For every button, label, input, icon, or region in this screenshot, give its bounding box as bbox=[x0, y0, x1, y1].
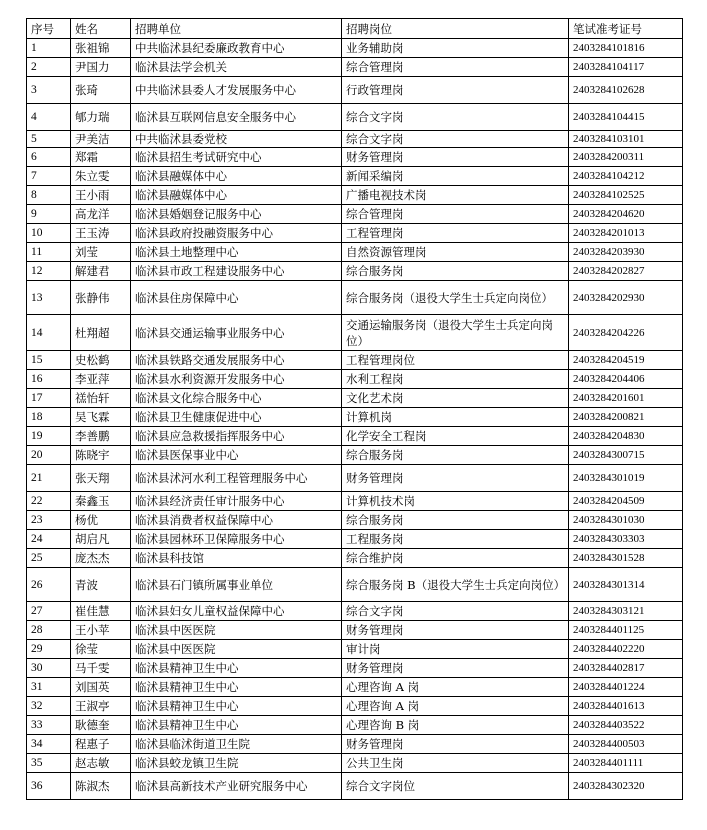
cell-post: 业务辅助岗 bbox=[342, 39, 569, 58]
cell-exam-id: 2403284303121 bbox=[569, 602, 683, 621]
cell-exam-id: 2403284401125 bbox=[569, 621, 683, 640]
cell-no: 2 bbox=[27, 58, 71, 77]
cell-no: 31 bbox=[27, 678, 71, 697]
cell-name: 尹美洁 bbox=[71, 131, 131, 148]
table-row bbox=[27, 492, 683, 511]
cell-no: 21 bbox=[27, 465, 71, 492]
cell-no: 13 bbox=[27, 281, 71, 315]
cell-unit: 临沭县土地整理中心 bbox=[131, 243, 342, 262]
cell-post: 综合维护岗 bbox=[342, 549, 569, 568]
cell-post: 综合服务岗（退役大学生士兵定向岗位） bbox=[342, 281, 569, 315]
cell-post: 行政管理岗 bbox=[342, 77, 569, 104]
cell-unit: 临沭县婚姻登记服务中心 bbox=[131, 205, 342, 224]
cell-post: 综合管理岗 bbox=[342, 205, 569, 224]
cell-unit: 临沭县消费者权益保障中心 bbox=[131, 511, 342, 530]
cell-post: 广播电视技术岗 bbox=[342, 186, 569, 205]
cell-no: 14 bbox=[27, 315, 71, 351]
cell-no: 15 bbox=[27, 351, 71, 370]
cell-name: 杜翔超 bbox=[71, 315, 131, 351]
cell-exam-id: 2403284204406 bbox=[569, 370, 683, 389]
table-row bbox=[27, 186, 683, 205]
cell-post: 公共卫生岗 bbox=[342, 754, 569, 773]
cell-exam-id: 2403284301314 bbox=[569, 568, 683, 602]
cell-exam-id: 2403284403522 bbox=[569, 716, 683, 735]
cell-unit: 临沭县融媒体中心 bbox=[131, 186, 342, 205]
table-row bbox=[27, 568, 683, 602]
cell-no: 28 bbox=[27, 621, 71, 640]
cell-unit: 临沭县精神卫生中心 bbox=[131, 678, 342, 697]
table-row bbox=[27, 262, 683, 281]
cell-unit: 临沭县临沭街道卫生院 bbox=[131, 735, 342, 754]
cell-name: 禚怡轩 bbox=[71, 389, 131, 408]
cell-name: 张静伟 bbox=[71, 281, 131, 315]
cell-name: 崔佳慧 bbox=[71, 602, 131, 621]
cell-no: 29 bbox=[27, 640, 71, 659]
cell-name: 秦鑫玉 bbox=[71, 492, 131, 511]
cell-exam-id: 2403284401613 bbox=[569, 697, 683, 716]
cell-unit: 临沭县园林环卫保障服务中心 bbox=[131, 530, 342, 549]
table-row bbox=[27, 167, 683, 186]
header-name: 姓名 bbox=[71, 19, 131, 39]
cell-no: 33 bbox=[27, 716, 71, 735]
cell-exam-id: 2403284202827 bbox=[569, 262, 683, 281]
cell-exam-id: 2403284101816 bbox=[569, 39, 683, 58]
cell-name: 尹国力 bbox=[71, 58, 131, 77]
header-exam-id: 笔试准考证号 bbox=[569, 19, 683, 39]
table-row bbox=[27, 446, 683, 465]
cell-exam-id: 2403284103101 bbox=[569, 131, 683, 148]
cell-exam-id: 2403284201013 bbox=[569, 224, 683, 243]
table-row bbox=[27, 58, 683, 77]
cell-no: 10 bbox=[27, 224, 71, 243]
cell-exam-id: 2403284204226 bbox=[569, 315, 683, 351]
table-row bbox=[27, 530, 683, 549]
cell-name: 马千雯 bbox=[71, 659, 131, 678]
table-row bbox=[27, 697, 683, 716]
cell-unit: 临沭县住房保障中心 bbox=[131, 281, 342, 315]
table-row bbox=[27, 131, 683, 148]
cell-exam-id: 2403284401111 bbox=[569, 754, 683, 773]
cell-post: 财务管理岗 bbox=[342, 148, 569, 167]
cell-name: 解建君 bbox=[71, 262, 131, 281]
cell-exam-id: 2403284402220 bbox=[569, 640, 683, 659]
cell-name: 耿德奎 bbox=[71, 716, 131, 735]
cell-unit: 临沭县应急救援指挥服务中心 bbox=[131, 427, 342, 446]
cell-no: 7 bbox=[27, 167, 71, 186]
cell-no: 20 bbox=[27, 446, 71, 465]
header-unit: 招聘单位 bbox=[131, 19, 342, 39]
cell-name: 郇力瑞 bbox=[71, 104, 131, 131]
cell-exam-id: 2403284204620 bbox=[569, 205, 683, 224]
cell-name: 高龙洋 bbox=[71, 205, 131, 224]
table-row bbox=[27, 465, 683, 492]
table-row bbox=[27, 205, 683, 224]
cell-no: 17 bbox=[27, 389, 71, 408]
cell-exam-id: 2403284301019 bbox=[569, 465, 683, 492]
cell-name: 史松鹤 bbox=[71, 351, 131, 370]
cell-exam-id: 2403284302320 bbox=[569, 773, 683, 800]
cell-post: 工程服务岗 bbox=[342, 530, 569, 549]
cell-exam-id: 2403284104117 bbox=[569, 58, 683, 77]
cell-post: 综合文字岗 bbox=[342, 602, 569, 621]
cell-exam-id: 2403284300715 bbox=[569, 446, 683, 465]
cell-no: 32 bbox=[27, 697, 71, 716]
cell-name: 王小苹 bbox=[71, 621, 131, 640]
cell-no: 30 bbox=[27, 659, 71, 678]
cell-unit: 临沭县高新技术产业研究服务中心 bbox=[131, 773, 342, 800]
cell-unit: 临沭县水利资源开发服务中心 bbox=[131, 370, 342, 389]
cell-post: 综合文字岗 bbox=[342, 131, 569, 148]
table-row bbox=[27, 281, 683, 315]
cell-post: 工程管理岗 bbox=[342, 224, 569, 243]
cell-name: 王淑亭 bbox=[71, 697, 131, 716]
cell-no: 12 bbox=[27, 262, 71, 281]
cell-exam-id: 2403284401224 bbox=[569, 678, 683, 697]
table-row bbox=[27, 754, 683, 773]
cell-unit: 中共临沭县纪委廉政教育中心 bbox=[131, 39, 342, 58]
table-row bbox=[27, 621, 683, 640]
cell-name: 朱立雯 bbox=[71, 167, 131, 186]
cell-post: 综合文字岗位 bbox=[342, 773, 569, 800]
cell-no: 19 bbox=[27, 427, 71, 446]
cell-name: 胡启凡 bbox=[71, 530, 131, 549]
cell-post: 财务管理岗 bbox=[342, 659, 569, 678]
cell-post: 综合管理岗 bbox=[342, 58, 569, 77]
cell-exam-id: 2403284202930 bbox=[569, 281, 683, 315]
cell-name: 陈淑杰 bbox=[71, 773, 131, 800]
cell-post: 财务管理岗 bbox=[342, 465, 569, 492]
cell-unit: 临沭县中医医院 bbox=[131, 621, 342, 640]
cell-no: 9 bbox=[27, 205, 71, 224]
cell-post: 综合服务岗 bbox=[342, 446, 569, 465]
cell-exam-id: 2403284204509 bbox=[569, 492, 683, 511]
cell-unit: 临沭县市政工程建设服务中心 bbox=[131, 262, 342, 281]
cell-post: 计算机岗 bbox=[342, 408, 569, 427]
cell-post: 交通运输服务岗（退役大学生士兵定向岗位） bbox=[342, 315, 569, 351]
cell-unit: 临沭县融媒体中心 bbox=[131, 167, 342, 186]
table-row bbox=[27, 243, 683, 262]
table-row bbox=[27, 351, 683, 370]
cell-exam-id: 2403284200821 bbox=[569, 408, 683, 427]
cell-unit: 临沭县法学会机关 bbox=[131, 58, 342, 77]
cell-name: 徐莹 bbox=[71, 640, 131, 659]
cell-no: 11 bbox=[27, 243, 71, 262]
cell-exam-id: 2403284200311 bbox=[569, 148, 683, 167]
cell-unit: 临沭县交通运输事业服务中心 bbox=[131, 315, 342, 351]
table-row bbox=[27, 773, 683, 800]
cell-no: 18 bbox=[27, 408, 71, 427]
cell-unit: 临沭县经济责任审计服务中心 bbox=[131, 492, 342, 511]
table-row bbox=[27, 511, 683, 530]
cell-no: 5 bbox=[27, 131, 71, 148]
cell-unit: 临沭县招生考试研究中心 bbox=[131, 148, 342, 167]
cell-no: 4 bbox=[27, 104, 71, 131]
cell-no: 8 bbox=[27, 186, 71, 205]
cell-no: 36 bbox=[27, 773, 71, 800]
table-row bbox=[27, 148, 683, 167]
cell-unit: 中共临沭县委党校 bbox=[131, 131, 342, 148]
header-post: 招聘岗位 bbox=[342, 19, 569, 39]
cell-no: 26 bbox=[27, 568, 71, 602]
cell-name: 陈晓宇 bbox=[71, 446, 131, 465]
table-row bbox=[27, 678, 683, 697]
cell-post: 心理咨询 A 岗 bbox=[342, 678, 569, 697]
cell-no: 22 bbox=[27, 492, 71, 511]
cell-name: 李善鹏 bbox=[71, 427, 131, 446]
cell-name: 王小雨 bbox=[71, 186, 131, 205]
cell-post: 审计岗 bbox=[342, 640, 569, 659]
cell-post: 新闻采编岗 bbox=[342, 167, 569, 186]
cell-no: 6 bbox=[27, 148, 71, 167]
cell-name: 吴飞霖 bbox=[71, 408, 131, 427]
cell-post: 文化艺术岗 bbox=[342, 389, 569, 408]
cell-post: 计算机技术岗 bbox=[342, 492, 569, 511]
table-row bbox=[27, 659, 683, 678]
table-body bbox=[27, 39, 683, 800]
cell-name: 杨优 bbox=[71, 511, 131, 530]
cell-unit: 临沭县中医医院 bbox=[131, 640, 342, 659]
cell-name: 刘莹 bbox=[71, 243, 131, 262]
cell-post: 财务管理岗 bbox=[342, 735, 569, 754]
cell-post: 化学安全工程岗 bbox=[342, 427, 569, 446]
cell-no: 3 bbox=[27, 77, 71, 104]
cell-exam-id: 2403284301030 bbox=[569, 511, 683, 530]
cell-post: 工程管理岗位 bbox=[342, 351, 569, 370]
table-row bbox=[27, 602, 683, 621]
cell-no: 23 bbox=[27, 511, 71, 530]
cell-name: 青波 bbox=[71, 568, 131, 602]
cell-exam-id: 2403284104415 bbox=[569, 104, 683, 131]
cell-exam-id: 2403284402817 bbox=[569, 659, 683, 678]
cell-name: 赵志敏 bbox=[71, 754, 131, 773]
cell-post: 财务管理岗 bbox=[342, 621, 569, 640]
cell-no: 25 bbox=[27, 549, 71, 568]
cell-name: 程惠子 bbox=[71, 735, 131, 754]
cell-unit: 临沭县卫生健康促进中心 bbox=[131, 408, 342, 427]
cell-unit: 临沭县精神卫生中心 bbox=[131, 659, 342, 678]
cell-exam-id: 2403284204519 bbox=[569, 351, 683, 370]
cell-post: 综合服务岗 B（退役大学生士兵定向岗位） bbox=[342, 568, 569, 602]
cell-unit: 临沭县医保事业中心 bbox=[131, 446, 342, 465]
cell-exam-id: 2403284102525 bbox=[569, 186, 683, 205]
table-row bbox=[27, 735, 683, 754]
cell-unit: 临沭县精神卫生中心 bbox=[131, 697, 342, 716]
cell-exam-id: 2403284102628 bbox=[569, 77, 683, 104]
cell-unit: 临沭县精神卫生中心 bbox=[131, 716, 342, 735]
cell-name: 张天翔 bbox=[71, 465, 131, 492]
cell-no: 27 bbox=[27, 602, 71, 621]
table-row bbox=[27, 104, 683, 131]
cell-exam-id: 2403284303303 bbox=[569, 530, 683, 549]
cell-unit: 临沭县文化综合服务中心 bbox=[131, 389, 342, 408]
table-row bbox=[27, 549, 683, 568]
table-header-row bbox=[27, 19, 683, 39]
cell-post: 自然资源管理岗 bbox=[342, 243, 569, 262]
cell-exam-id: 2403284201601 bbox=[569, 389, 683, 408]
cell-post: 水利工程岗 bbox=[342, 370, 569, 389]
table-row bbox=[27, 389, 683, 408]
table-row bbox=[27, 315, 683, 351]
cell-unit: 临沭县铁路交通发展服务中心 bbox=[131, 351, 342, 370]
cell-unit: 临沭县科技馆 bbox=[131, 549, 342, 568]
cell-exam-id: 2403284400503 bbox=[569, 735, 683, 754]
cell-unit: 临沭县互联网信息安全服务中心 bbox=[131, 104, 342, 131]
cell-no: 24 bbox=[27, 530, 71, 549]
cell-unit: 中共临沭县委人才发展服务中心 bbox=[131, 77, 342, 104]
cell-name: 刘国英 bbox=[71, 678, 131, 697]
cell-name: 张祖锦 bbox=[71, 39, 131, 58]
cell-no: 16 bbox=[27, 370, 71, 389]
cell-exam-id: 2403284203930 bbox=[569, 243, 683, 262]
cell-exam-id: 2403284204830 bbox=[569, 427, 683, 446]
cell-no: 35 bbox=[27, 754, 71, 773]
table-row bbox=[27, 408, 683, 427]
table-row bbox=[27, 77, 683, 104]
header-no: 序号 bbox=[27, 19, 71, 39]
cell-unit: 临沭县政府投融资服务中心 bbox=[131, 224, 342, 243]
cell-post: 心理咨询 B 岗 bbox=[342, 716, 569, 735]
cell-no: 34 bbox=[27, 735, 71, 754]
cell-post: 综合文字岗 bbox=[342, 104, 569, 131]
results-table bbox=[26, 18, 683, 800]
cell-post: 心理咨询 A 岗 bbox=[342, 697, 569, 716]
cell-name: 王玉涛 bbox=[71, 224, 131, 243]
cell-name: 李亚萍 bbox=[71, 370, 131, 389]
cell-unit: 临沭县石门镇所属事业单位 bbox=[131, 568, 342, 602]
table-row bbox=[27, 427, 683, 446]
cell-name: 张琦 bbox=[71, 77, 131, 104]
cell-name: 庞杰杰 bbox=[71, 549, 131, 568]
table-row bbox=[27, 370, 683, 389]
cell-unit: 临沭县妇女儿童权益保障中心 bbox=[131, 602, 342, 621]
table-row bbox=[27, 716, 683, 735]
table-row bbox=[27, 39, 683, 58]
cell-post: 综合服务岗 bbox=[342, 262, 569, 281]
cell-unit: 临沭县蛟龙镇卫生院 bbox=[131, 754, 342, 773]
cell-unit: 临沭县沭河水利工程管理服务中心 bbox=[131, 465, 342, 492]
cell-name: 郑霜 bbox=[71, 148, 131, 167]
table-row bbox=[27, 640, 683, 659]
cell-exam-id: 2403284104212 bbox=[569, 167, 683, 186]
cell-exam-id: 2403284301528 bbox=[569, 549, 683, 568]
cell-post: 综合服务岗 bbox=[342, 511, 569, 530]
cell-no: 1 bbox=[27, 39, 71, 58]
table-row bbox=[27, 224, 683, 243]
